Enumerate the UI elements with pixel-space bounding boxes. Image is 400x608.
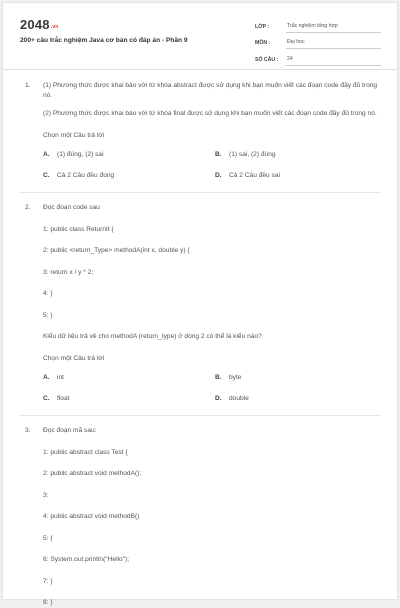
code-line: 5: } (43, 311, 53, 319)
option-c[interactable]: C. Cả 2 Câu đều đúng (43, 172, 115, 179)
question-3 (3, 426, 397, 608)
question-number: 1. (25, 82, 31, 89)
question-divider (19, 192, 381, 193)
option-c[interactable]: C. float (43, 395, 70, 402)
answer-options (43, 373, 381, 403)
site-logo[interactable]: 2048.vn (20, 17, 59, 32)
logo-tld: .vn (50, 24, 59, 30)
option-d[interactable]: D. double (215, 395, 249, 402)
code-line: 5: { (43, 534, 53, 542)
answer-prompt: Chọn một Câu trả lời (43, 131, 105, 139)
code-line: 2: public abstract void methodA(); (43, 470, 142, 477)
question-1 (3, 81, 397, 180)
question-list (3, 81, 397, 608)
code-line: 3: (43, 491, 49, 499)
meta-value: Đại học (286, 39, 381, 49)
question-number: 2. (25, 204, 31, 211)
meta-key: MÔN : (255, 40, 271, 46)
option-b[interactable]: B. byte (215, 374, 242, 381)
answer-prompt: Chọn một Câu trả lời (43, 354, 105, 362)
meta-info (255, 16, 381, 66)
code-line: 1: public class ReturnIt { (43, 225, 114, 233)
code-line: 1: public abstract class Test { (43, 448, 128, 456)
meta-value: Trắc nghiệm tổng hợp (286, 23, 381, 33)
code-line: 8: } (43, 599, 53, 606)
meta-key: LỚP : (255, 23, 270, 30)
meta-value: 24 (286, 56, 381, 66)
question-2 (3, 203, 397, 403)
document-page (2, 2, 398, 606)
question-statement-1: (1) Phương thức được khai báo với từ khóa abstract được sử dụng khi bạn muốn viết các đoạn code đầy đủ trong nó. (43, 82, 378, 99)
code-line: 3: return x / y * 2; (43, 268, 94, 276)
question-intro: Đọc đoạn mã sau: (43, 427, 97, 434)
option-d[interactable]: D. Cả 2 Câu đều sai (215, 172, 280, 179)
question-intro: Đọc đoạn code sau (43, 204, 100, 211)
code-line: 7: } (43, 577, 53, 585)
document-header (3, 3, 397, 69)
meta-key: SỐ CÂU : (255, 56, 279, 63)
header-divider (3, 69, 397, 70)
question-statement: Kiểu dữ liệu trả về cho methodA (return_type) ở dòng 2 có thể là kiểu nào? (43, 333, 262, 340)
document-title: 200+ câu trắc nghiệm Java cơ bản có đáp án - Phần 9 (20, 37, 188, 44)
meta-question-count (255, 49, 381, 66)
code-line: 6: System.out.println("Hello"); (43, 556, 130, 563)
meta-class (255, 16, 381, 33)
answer-options (43, 150, 381, 180)
option-a[interactable]: A. (1) đúng, (2) sai (43, 151, 104, 158)
question-statement-2: (2) Phương thức được khai báo với từ khóa final được sử dụng khi bạn muốn viết các đoạn code đầy đủ trong nó. (43, 110, 377, 117)
option-b[interactable]: B. (1) sai, (2) đúng (215, 151, 276, 158)
question-divider (19, 415, 381, 416)
code-line: 4: } (43, 290, 53, 297)
code-line: 4: public abstract void methodB() (43, 513, 140, 520)
code-line: 2: public <return_Type> methodA(int x, double y) { (43, 247, 190, 254)
option-a[interactable]: A. int (43, 374, 64, 381)
meta-subject (255, 33, 381, 50)
question-number: 3. (25, 427, 31, 434)
